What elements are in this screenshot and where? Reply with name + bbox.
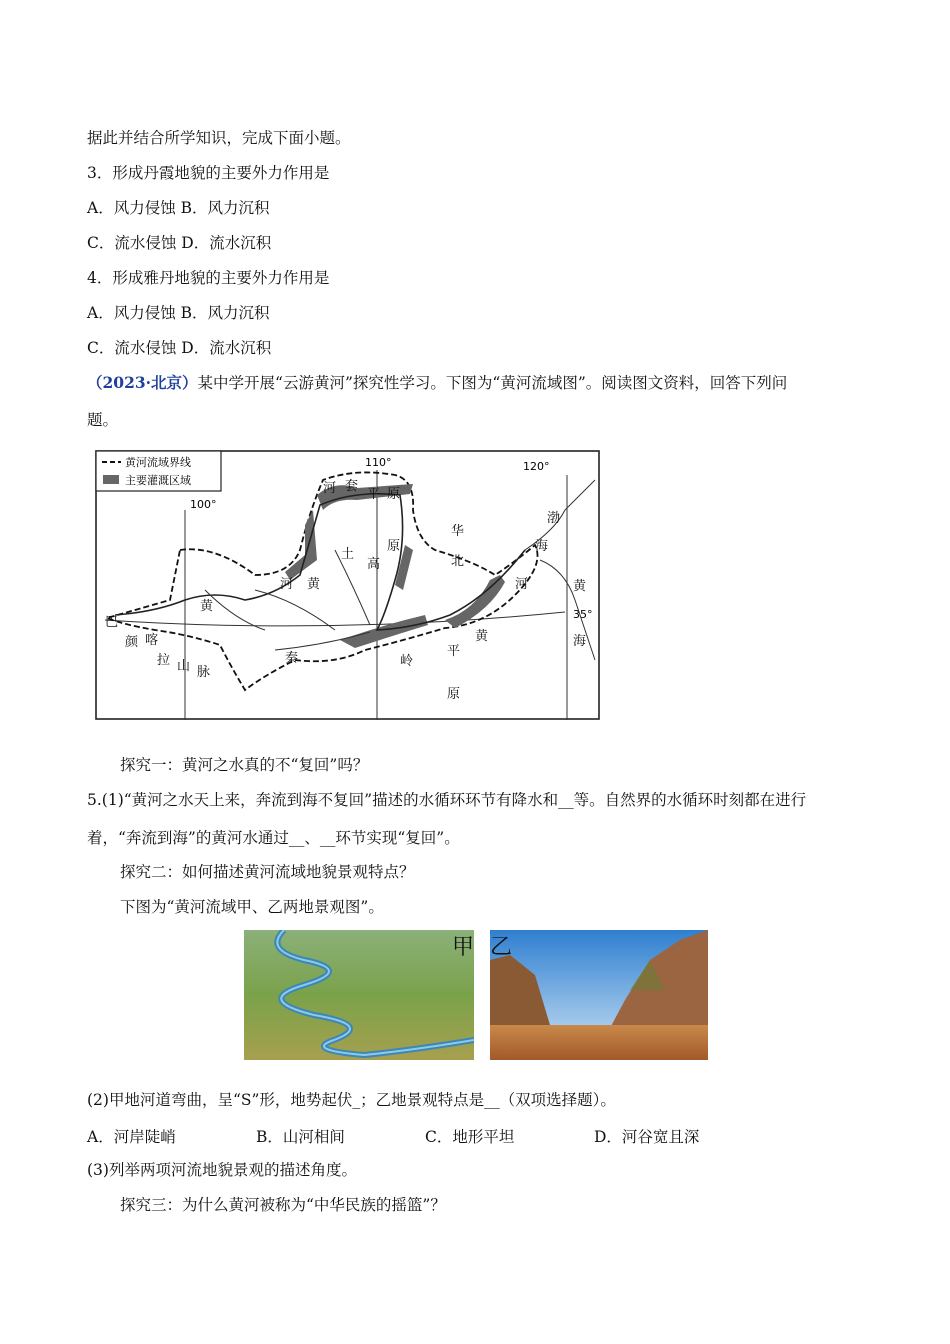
question-3-options-cd: C．流水侵蚀 D．流水沉积 xyxy=(87,234,272,252)
meadow-river-image xyxy=(244,930,474,1060)
lon-110-label: 110° xyxy=(365,456,392,469)
map-label: 河 xyxy=(323,481,337,496)
map-label: 黄 xyxy=(307,577,321,592)
map-label: 颜 xyxy=(125,635,139,650)
map-label: 脉 xyxy=(197,665,211,680)
map-label: 土 xyxy=(341,547,355,562)
lon-120-label: 120° xyxy=(523,460,550,473)
map-label: 华 xyxy=(451,524,465,539)
question-4-options-ab: A．风力侵蚀 B．风力沉积 xyxy=(87,304,270,322)
map-label: 黄 xyxy=(573,579,587,594)
map-label: 北 xyxy=(451,554,465,569)
question-5-1-line-b: 着，“奔流到海”的黄河水通过__、__环节实现“复回”。 xyxy=(87,829,460,847)
explore-1: 探究一：黄河之水真的不“复回”吗？ xyxy=(120,756,369,774)
question-4-options-cd: C．流水侵蚀 D．流水沉积 xyxy=(87,339,272,357)
map-label: 山 xyxy=(177,659,191,674)
map-label: 岭 xyxy=(400,654,414,669)
question-5-1-line-a: 5.(1)“黄河之水天上来，奔流到海不复回”描述的水循环环节有降水和__等。自然界的水循环时刻都在进行 xyxy=(87,791,807,809)
option-a: A．河岸陡峭 xyxy=(87,1128,176,1146)
option-d: D．河谷宽且深 xyxy=(594,1128,700,1146)
lon-100-label: 100° xyxy=(190,498,217,511)
map-label: 黄 xyxy=(475,629,489,644)
intro-line-1 xyxy=(87,373,787,393)
map-label: 秦 xyxy=(285,651,299,666)
map-label: 套 xyxy=(345,479,359,494)
map-label: 原 xyxy=(447,687,461,702)
photo-label-jia: 甲 xyxy=(452,935,475,960)
question-5-2: (2)甲地河道弯曲，呈“S”形，地势起伏_；乙地景观特点是__（双项选择题）。 xyxy=(87,1091,616,1109)
legend-irrigation-label: 主要灌溉区域 xyxy=(125,474,191,487)
legend-boundary-label: 黄河流域界线 xyxy=(125,456,191,469)
map-label: 海 xyxy=(573,634,587,649)
question-3-options-ab: A．风力侵蚀 B．风力沉积 xyxy=(87,199,270,217)
question-3: 3．形成丹霞地貌的主要外力作用是 xyxy=(87,164,330,182)
caption-landscape: 下图为“黄河流域甲、乙两地景观图”。 xyxy=(120,898,384,916)
map-label: 拉 xyxy=(157,653,171,668)
map-label: 河 xyxy=(280,577,294,592)
instruction-text: 据此并结合所学知识，完成下面小题。 xyxy=(87,129,351,147)
map-label: 巴 xyxy=(105,615,119,630)
map-label: 渤 xyxy=(547,511,561,526)
map-label: 海 xyxy=(535,539,549,554)
intro-line-2: 题。 xyxy=(87,411,119,429)
map-label: 喀 xyxy=(145,633,159,648)
map-label: 平 xyxy=(447,644,461,659)
option-b: B．山河相间 xyxy=(256,1128,345,1146)
map-label: 黄 xyxy=(200,599,214,614)
map-label: 高 xyxy=(367,557,381,572)
map-label: 河 xyxy=(515,577,529,592)
map-label: 平 xyxy=(367,487,381,502)
option-c: C．地形平坦 xyxy=(425,1128,515,1146)
source-tag: （2023·北京） xyxy=(87,373,198,392)
map-label: 原 xyxy=(387,539,401,554)
gorge-image xyxy=(490,930,708,1060)
photo-label-yi: 乙 xyxy=(490,935,513,960)
lat-35-label: 35° xyxy=(573,608,593,621)
question-4: 4．形成雅丹地貌的主要外力作用是 xyxy=(87,269,330,287)
photo-yi-river-gorge xyxy=(490,930,708,1060)
map-label: 原 xyxy=(387,487,401,502)
photo-jia-meandering-river xyxy=(244,930,474,1060)
yellow-river-basin-map xyxy=(95,450,600,720)
question-5-3: (3)列举两项河流地貌景观的描述角度。 xyxy=(87,1161,357,1179)
intro-text-1: 某中学开展“云游黄河”探究性学习。下图为“黄河流域图”。阅读图文资料，回答下列问 xyxy=(197,374,788,392)
explore-2: 探究二：如何描述黄河流域地貌景观特点？ xyxy=(120,863,415,881)
explore-3: 探究三：为什么黄河被称为“中华民族的摇篮”？ xyxy=(120,1196,446,1214)
